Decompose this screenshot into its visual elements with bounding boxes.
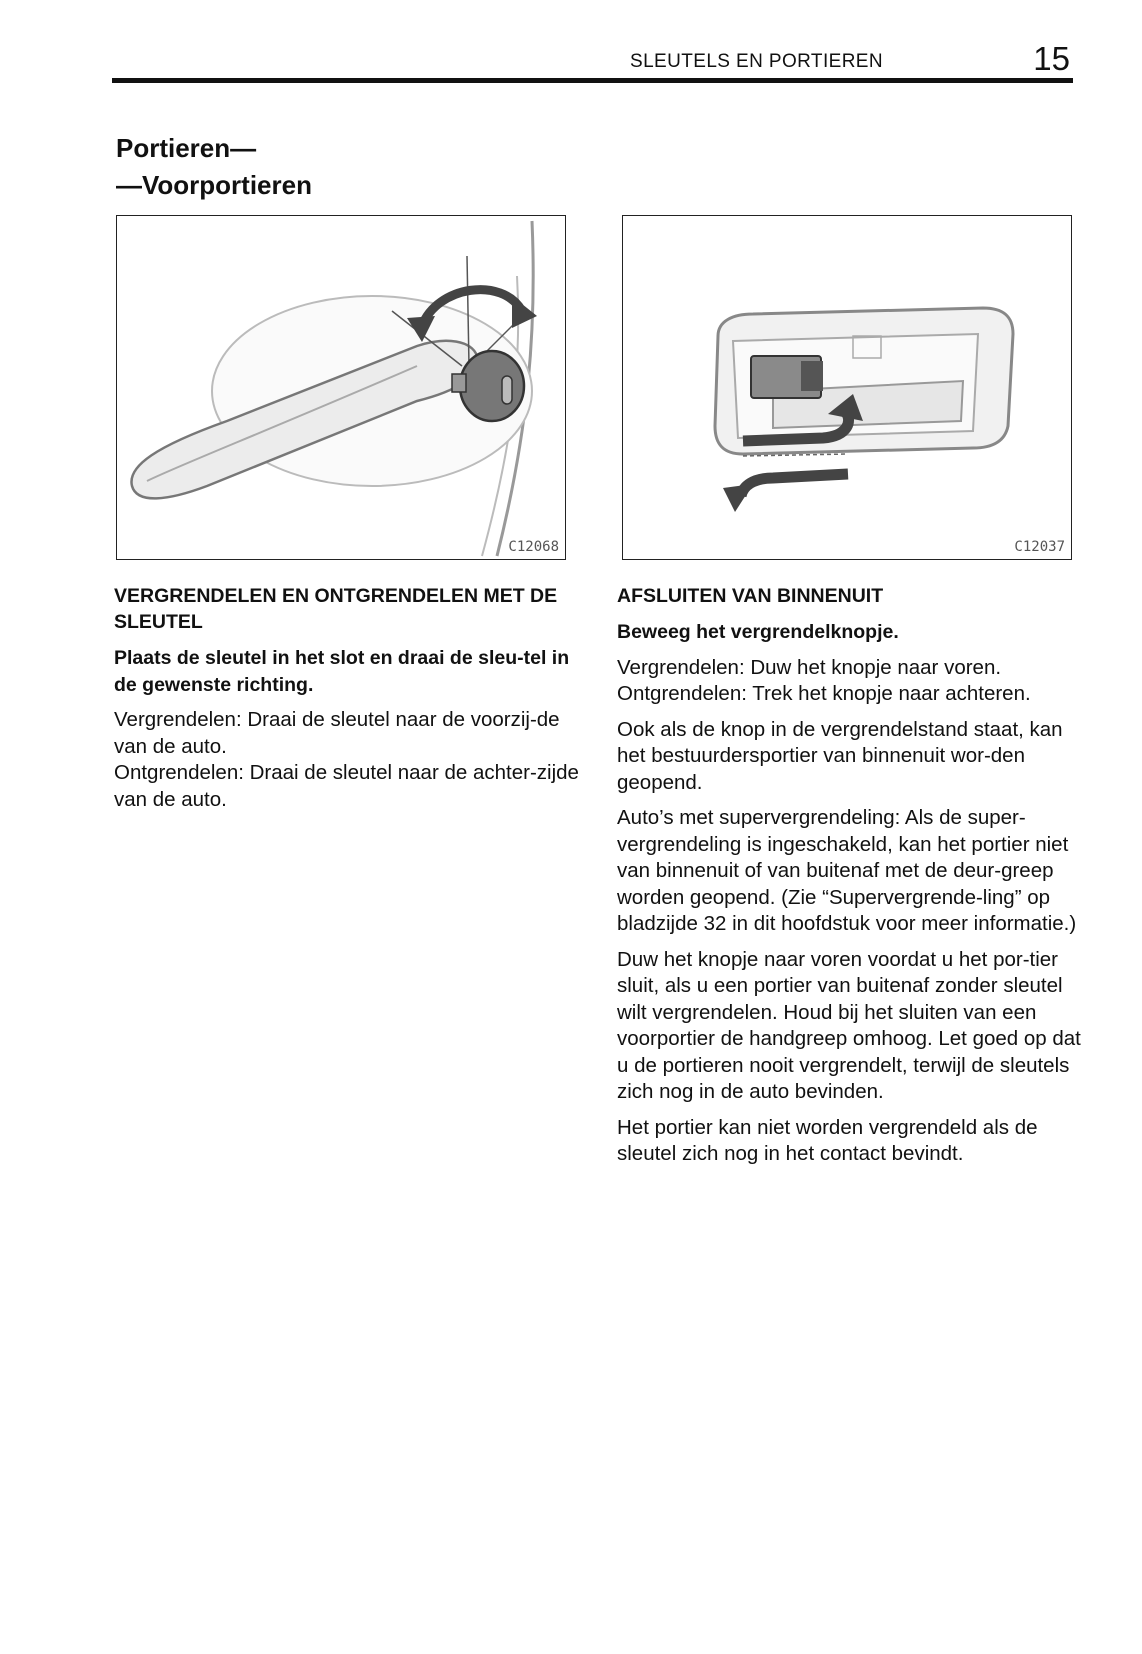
right-heading: AFSLUITEN VAN BINNENUIT	[617, 585, 884, 607]
figure-code: C12068	[508, 539, 559, 555]
running-header: SLEUTELS EN PORTIEREN	[630, 51, 884, 72]
right-paragraph-1: Ook als de knop in de vergrendelstand staat, kan het bestuurdersportier van binnenuit wor-den geopend.	[617, 717, 1063, 794]
section-title-line-1: Portieren—	[116, 133, 257, 163]
figure-code: C12037	[1014, 539, 1065, 555]
right-instruction: Beweeg het vergrendelknopje.	[617, 621, 899, 643]
right-column	[617, 583, 1087, 1177]
left-instruction: Plaats de sleutel in het slot en draai de sleu-tel in de gewenste richting.	[114, 647, 570, 696]
door-handle-key-illustration	[117, 216, 566, 560]
left-lock-text: Vergrendelen: Draai de sleutel naar de voorzij-de van de auto.	[114, 708, 560, 758]
left-heading: VERGRENDELEN EN ONTGRENDELEN MET DE SLEUTEL	[114, 585, 558, 633]
header-rule	[112, 78, 1073, 83]
left-column	[114, 583, 584, 822]
page-number: 15	[1033, 40, 1070, 77]
right-unlock-text: Ontgrendelen: Trek het knopje naar achteren.	[617, 682, 1031, 705]
figure-interior-lock-knob	[622, 215, 1072, 560]
right-paragraph-4: Het portier kan niet worden vergrendeld als de sleutel zich nog in het contact bevindt.	[617, 1115, 1038, 1165]
right-paragraph-3: Duw het knopje naar voren voordat u het por-tier sluit, als u een portier van buitenaf zonder sleutel wilt vergrendelen. Houd bij het sluiten van een voorportier de handgreep omhoog. Let goed op dat u de portieren nooit vergrendelt, terwijl de sleutels zich nog in de auto bevinden.	[617, 947, 1081, 1103]
left-unlock-text: Ontgrendelen: Draai de sleutel naar de achter-zijde van de auto.	[114, 761, 579, 811]
section-title-line-2: —Voorportieren	[116, 170, 312, 200]
figure-exterior-key-lock	[116, 215, 566, 560]
interior-knob-illustration	[623, 216, 1072, 560]
right-paragraph-2: Auto’s met supervergrendeling: Als de super-vergrendeling is ingeschakeld, kan het portier niet van binnenuit of van buitenaf met de deur-greep worden geopend. (Zie “Supervergrende-ling” op bladzijde 32 in dit hoofdstuk voor meer informatie.)	[617, 806, 1077, 935]
section-title	[116, 130, 312, 204]
right-lock-text: Vergrendelen: Duw het knopje naar voren.	[617, 655, 1002, 679]
